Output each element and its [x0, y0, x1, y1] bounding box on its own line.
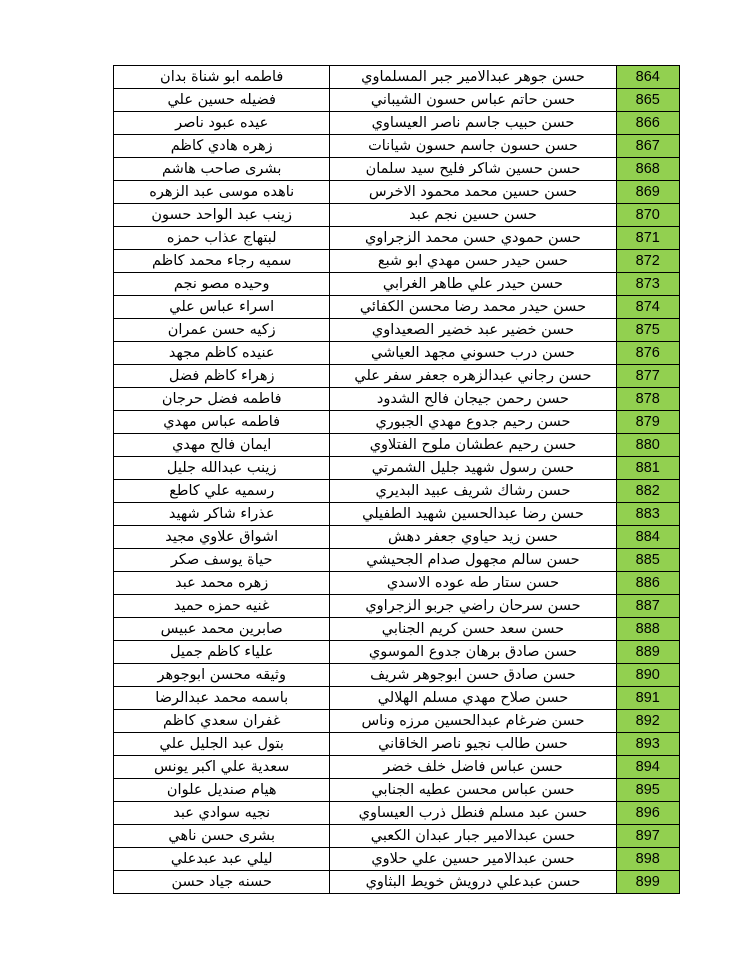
mother-name-cell: بتول عبد الجليل علي [114, 733, 330, 756]
mother-name-cell: اسراء عباس علي [114, 296, 330, 319]
table-row [114, 250, 680, 273]
row-number-cell: 875 [616, 319, 679, 342]
full-name-cell: حسن عبدعلي درويش خويط البثاوي [330, 871, 616, 894]
full-name-cell: حسن ستار طه عوده الاسدي [330, 572, 616, 595]
full-name-cell: حسن عبد مسلم فنطل ذرب العيساوي [330, 802, 616, 825]
table-row [114, 227, 680, 250]
mother-name-cell: نجيه سوادي عبد [114, 802, 330, 825]
mother-name-cell: حسنه جياد حسن [114, 871, 330, 894]
row-number-cell: 894 [616, 756, 679, 779]
full-name-cell: حسن حسين نجم عبد [330, 204, 616, 227]
table-row [114, 112, 680, 135]
mother-name-cell: زكيه حسن عمران [114, 319, 330, 342]
table-row [114, 618, 680, 641]
mother-name-cell: غنيه حمزه حميد [114, 595, 330, 618]
row-number-cell: 883 [616, 503, 679, 526]
row-number-cell: 885 [616, 549, 679, 572]
full-name-cell: حسن رسول شهيد جليل الشمرتي [330, 457, 616, 480]
table-row [114, 66, 680, 89]
mother-name-cell: عيده عبود ناصر [114, 112, 330, 135]
table-row [114, 871, 680, 894]
table-row [114, 411, 680, 434]
full-name-cell: حسن حسون جاسم حسون شيانات [330, 135, 616, 158]
table-row [114, 733, 680, 756]
names-table-body [114, 66, 680, 894]
row-number-cell: 897 [616, 825, 679, 848]
row-number-cell: 896 [616, 802, 679, 825]
table-row [114, 365, 680, 388]
full-name-cell: حسن رحيم جدوع مهدي الجبوري [330, 411, 616, 434]
full-name-cell: حسن حسين محمد محمود الاخرس [330, 181, 616, 204]
full-name-cell: حسن حسين شاكر فليح سيد سلمان [330, 158, 616, 181]
mother-name-cell: فاطمه فضل حرجان [114, 388, 330, 411]
full-name-cell: حسن رحمن جيجان فالح الشدود [330, 388, 616, 411]
table-row [114, 779, 680, 802]
table-row [114, 158, 680, 181]
row-number-cell: 871 [616, 227, 679, 250]
mother-name-cell: بشرى حسن ناهي [114, 825, 330, 848]
mother-name-cell: رسميه علي كاطع [114, 480, 330, 503]
row-number-cell: 889 [616, 641, 679, 664]
table-row [114, 595, 680, 618]
mother-name-cell: هيام صنديل علوان [114, 779, 330, 802]
row-number-cell: 886 [616, 572, 679, 595]
row-number-cell: 869 [616, 181, 679, 204]
row-number-cell: 895 [616, 779, 679, 802]
table-row [114, 181, 680, 204]
mother-name-cell: بشرى صاحب هاشم [114, 158, 330, 181]
full-name-cell: حسن خضير عبد خضير الصعيداوي [330, 319, 616, 342]
full-name-cell: حسن زيد حياوي جعفر دهش [330, 526, 616, 549]
row-number-cell: 893 [616, 733, 679, 756]
table-row [114, 825, 680, 848]
mother-name-cell: فاطمه عباس مهدي [114, 411, 330, 434]
full-name-cell: حسن حيدر حسن مهدي ابو شبع [330, 250, 616, 273]
mother-name-cell: سعدية علي اكبر يونس [114, 756, 330, 779]
table-row [114, 687, 680, 710]
row-number-cell: 898 [616, 848, 679, 871]
table-row [114, 434, 680, 457]
table-row [114, 89, 680, 112]
row-number-cell: 881 [616, 457, 679, 480]
row-number-cell: 873 [616, 273, 679, 296]
row-number-cell: 877 [616, 365, 679, 388]
mother-name-cell: زهره محمد عبد [114, 572, 330, 595]
mother-name-cell: عنيده كاظم مجهد [114, 342, 330, 365]
mother-name-cell: فضيله حسين علي [114, 89, 330, 112]
row-number-cell: 872 [616, 250, 679, 273]
full-name-cell: حسن طالب نجيو ناصر الخاقاني [330, 733, 616, 756]
full-name-cell: حسن حبيب جاسم ناصر العيساوي [330, 112, 616, 135]
row-number-cell: 880 [616, 434, 679, 457]
row-number-cell: 866 [616, 112, 679, 135]
mother-name-cell: صابرين محمد عبيس [114, 618, 330, 641]
table-row [114, 572, 680, 595]
row-number-cell: 870 [616, 204, 679, 227]
row-number-cell: 874 [616, 296, 679, 319]
full-name-cell: حسن رضا عبدالحسين شهيد الطفيلي [330, 503, 616, 526]
table-row [114, 503, 680, 526]
mother-name-cell: زهراء كاظم فضل [114, 365, 330, 388]
mother-name-cell: ليلي عبد عبدعلي [114, 848, 330, 871]
table-row [114, 756, 680, 779]
full-name-cell: حسن عباس محسن عطيه الجنابي [330, 779, 616, 802]
full-name-cell: حسن عباس فاضل خلف خضر [330, 756, 616, 779]
mother-name-cell: حياة يوسف صكر [114, 549, 330, 572]
mother-name-cell: اشواق علاوي مجيد [114, 526, 330, 549]
mother-name-cell: علياء كاظم جميل [114, 641, 330, 664]
full-name-cell: حسن سعد حسن كريم الجنابي [330, 618, 616, 641]
full-name-cell: حسن درب حسوني مجهد العياشي [330, 342, 616, 365]
names-table [113, 65, 680, 894]
table-row [114, 457, 680, 480]
mother-name-cell: فاطمه ابو شناة بدان [114, 66, 330, 89]
full-name-cell: حسن رجاني عبدالزهره جعفر سفر علي [330, 365, 616, 388]
full-name-cell: حسن جوهر عبدالامير جبر المسلماوي [330, 66, 616, 89]
mother-name-cell: ناهده موسى عبد الزهره [114, 181, 330, 204]
full-name-cell: حسن سرحان راضي جربو الزجراوي [330, 595, 616, 618]
row-number-cell: 867 [616, 135, 679, 158]
row-number-cell: 876 [616, 342, 679, 365]
full-name-cell: حسن عبدالامير جبار عبدان الكعبي [330, 825, 616, 848]
full-name-cell: حسن صادق حسن ابوجوهر شريف [330, 664, 616, 687]
table-row [114, 204, 680, 227]
row-number-cell: 864 [616, 66, 679, 89]
table-row [114, 664, 680, 687]
table-row [114, 388, 680, 411]
table-row [114, 848, 680, 871]
table-row [114, 135, 680, 158]
mother-name-cell: ايمان فالح مهدي [114, 434, 330, 457]
row-number-cell: 887 [616, 595, 679, 618]
table-row [114, 480, 680, 503]
row-number-cell: 888 [616, 618, 679, 641]
table-row [114, 526, 680, 549]
row-number-cell: 878 [616, 388, 679, 411]
full-name-cell: حسن حمودي حسن محمد الزجراوي [330, 227, 616, 250]
table-row [114, 641, 680, 664]
table-row [114, 296, 680, 319]
full-name-cell: حسن حيدر محمد رضا محسن الكفائي [330, 296, 616, 319]
full-name-cell: حسن حاتم عباس حسون الشيباني [330, 89, 616, 112]
mother-name-cell: غفران سعدي كاظم [114, 710, 330, 733]
full-name-cell: حسن رحيم عطشان ملوح الفتلاوي [330, 434, 616, 457]
mother-name-cell: زينب عبدالله جليل [114, 457, 330, 480]
mother-name-cell: وثيقه محسن ابوجوهر [114, 664, 330, 687]
mother-name-cell: سميه رجاء محمد كاظم [114, 250, 330, 273]
mother-name-cell: لبتهاج عذاب حمزه [114, 227, 330, 250]
table-row [114, 273, 680, 296]
row-number-cell: 879 [616, 411, 679, 434]
row-number-cell: 891 [616, 687, 679, 710]
table-row [114, 802, 680, 825]
table-row [114, 319, 680, 342]
full-name-cell: حسن صادق برهان جدوع الموسوي [330, 641, 616, 664]
full-name-cell: حسن صلاح مهدي مسلم الهلالي [330, 687, 616, 710]
table-row [114, 342, 680, 365]
mother-name-cell: وحيده مصو نجم [114, 273, 330, 296]
mother-name-cell: زينب عبد الواحد حسون [114, 204, 330, 227]
mother-name-cell: زهره هادي كاظم [114, 135, 330, 158]
row-number-cell: 865 [616, 89, 679, 112]
mother-name-cell: باسمه محمد عبدالرضا [114, 687, 330, 710]
full-name-cell: حسن ضرغام عبدالحسين مرزه وناس [330, 710, 616, 733]
full-name-cell: حسن رشاك شريف عبيد البديري [330, 480, 616, 503]
row-number-cell: 882 [616, 480, 679, 503]
mother-name-cell: عذراء شاكر شهيد [114, 503, 330, 526]
row-number-cell: 884 [616, 526, 679, 549]
table-row [114, 549, 680, 572]
row-number-cell: 890 [616, 664, 679, 687]
row-number-cell: 892 [616, 710, 679, 733]
full-name-cell: حسن سالم مجهول صدام الجحيشي [330, 549, 616, 572]
full-name-cell: حسن عبدالامير حسين علي حلاوي [330, 848, 616, 871]
row-number-cell: 899 [616, 871, 679, 894]
table-row [114, 710, 680, 733]
full-name-cell: حسن حيدر علي طاهر الغرابي [330, 273, 616, 296]
row-number-cell: 868 [616, 158, 679, 181]
